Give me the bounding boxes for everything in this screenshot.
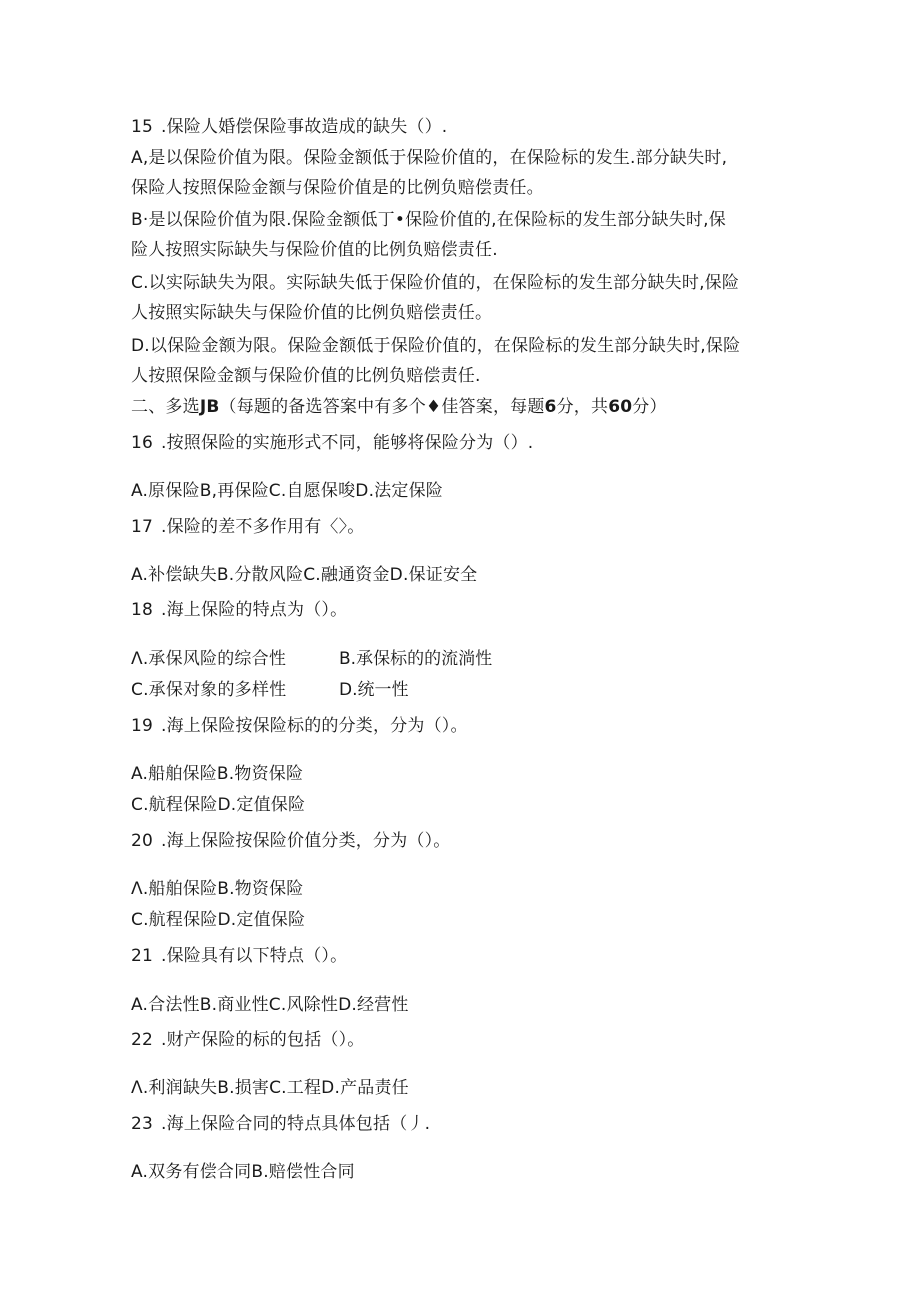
question-19 <box>131 715 468 737</box>
question-16 <box>131 432 533 454</box>
question-21-options: A.合法性B.商业性C.风除性D.经营性 <box>131 995 409 1015</box>
section-heading <box>131 396 667 418</box>
question-23-options: A.双务有偿合同B.赔偿性合同 <box>131 1162 355 1182</box>
question-15 <box>131 116 447 138</box>
option-a-line-2: 保险人按照保险金额与保险价值是的比例负赔偿责任。 <box>131 178 544 198</box>
section-text-1: （每题的备选答案中有多个♦佳答案，每题 <box>219 397 545 417</box>
question-number: 19 <box>131 716 154 736</box>
question-number: 16 <box>131 433 154 453</box>
question-18-option-b: B.承保标的的流淌性 <box>339 649 493 669</box>
question-stem: .按照保险的实施形式不同，能够将保险分为（）. <box>161 433 534 453</box>
question-stem: .保险人婚偿保险事故造成的缺失（）. <box>161 117 448 137</box>
question-22 <box>131 1029 365 1051</box>
question-number: 23 <box>131 1114 154 1134</box>
question-21 <box>131 945 347 967</box>
option-c-line-2: 人按照实际缺失与保险价值的比例负赔偿责任。 <box>131 303 493 323</box>
question-17 <box>131 516 365 538</box>
section-bold-2: 6 <box>544 397 557 417</box>
question-number: 18 <box>131 600 154 620</box>
question-18-option-a: Λ.承保风险的综合性 <box>131 649 287 669</box>
question-18-option-c: C.承保对象的多样性 <box>131 680 287 700</box>
question-number: 17 <box>131 517 154 537</box>
question-19-options-1: A.船舶保险B.物资保险 <box>131 764 304 784</box>
section-prefix: 二、多选 <box>131 397 200 417</box>
question-number: 22 <box>131 1030 154 1050</box>
question-20-options-1: Λ.船舶保险B.物资保险 <box>131 879 304 899</box>
question-18 <box>131 599 347 621</box>
question-number: 20 <box>131 831 154 851</box>
question-17-options: A.补偿缺失B.分散风险C.融通资金D.保证安全 <box>131 565 478 585</box>
option-a-line-1: A,是以保险价值为限。保险金额低于保险价值的，在保险标的发生.部分缺失时, <box>131 148 728 168</box>
option-b-line-2: 险人按照实际缺失与保险价值的比例负赔偿责任. <box>131 240 498 260</box>
question-16-options: A.原保险B,再保险C.自愿保唆D.法定保险 <box>131 481 443 501</box>
section-bold-3: 60 <box>608 397 633 417</box>
section-bold-1: JB <box>199 397 220 417</box>
option-d-line-2: 人按照保险金额与保险价值的比例负赔偿责任. <box>131 366 481 386</box>
question-stem: .海上保险按保险价值分类，分为（）。 <box>161 831 451 851</box>
option-b-line-1: B·是以保险价值为限.保险金额低丁•保险价值的,在保险标的发生部分缺失时,保 <box>131 210 726 230</box>
question-19-options-2: C.航程保险D.定值保险 <box>131 795 306 815</box>
question-stem: .财产保险的标的包括（）。 <box>161 1030 365 1050</box>
question-number: 15 <box>131 117 154 137</box>
question-number: 21 <box>131 946 154 966</box>
option-c-line-1: C.以实际缺失为限。实际缺失低于保险价值的，在保险标的发生部分缺失时,保险 <box>131 273 740 293</box>
option-d-line-1: D.以保险金额为限。保险金额低于保险价值的，在保险标的发生部分缺失时,保险 <box>131 336 741 356</box>
question-20 <box>131 830 451 852</box>
question-stem: .海上保险按保险标的的分类，分为（）。 <box>161 716 468 736</box>
section-text-2: 分，共 <box>556 397 609 417</box>
question-stem: .海上保险合同的特点具体包括（丿. <box>161 1114 431 1134</box>
section-suffix: 分） <box>632 397 667 417</box>
question-stem: .保险的差不多作用有〈〉。 <box>161 517 365 537</box>
question-stem: .海上保险的特点为（）。 <box>161 600 348 620</box>
question-18-option-d: D.统一性 <box>339 680 409 700</box>
question-20-options-2: C.航程保险D.定值保险 <box>131 910 306 930</box>
question-23 <box>131 1113 430 1135</box>
question-stem: .保险具有以下特点（）。 <box>161 946 348 966</box>
question-22-options: Λ.利润缺失B.损害C.工程D.产品责任 <box>131 1078 409 1098</box>
